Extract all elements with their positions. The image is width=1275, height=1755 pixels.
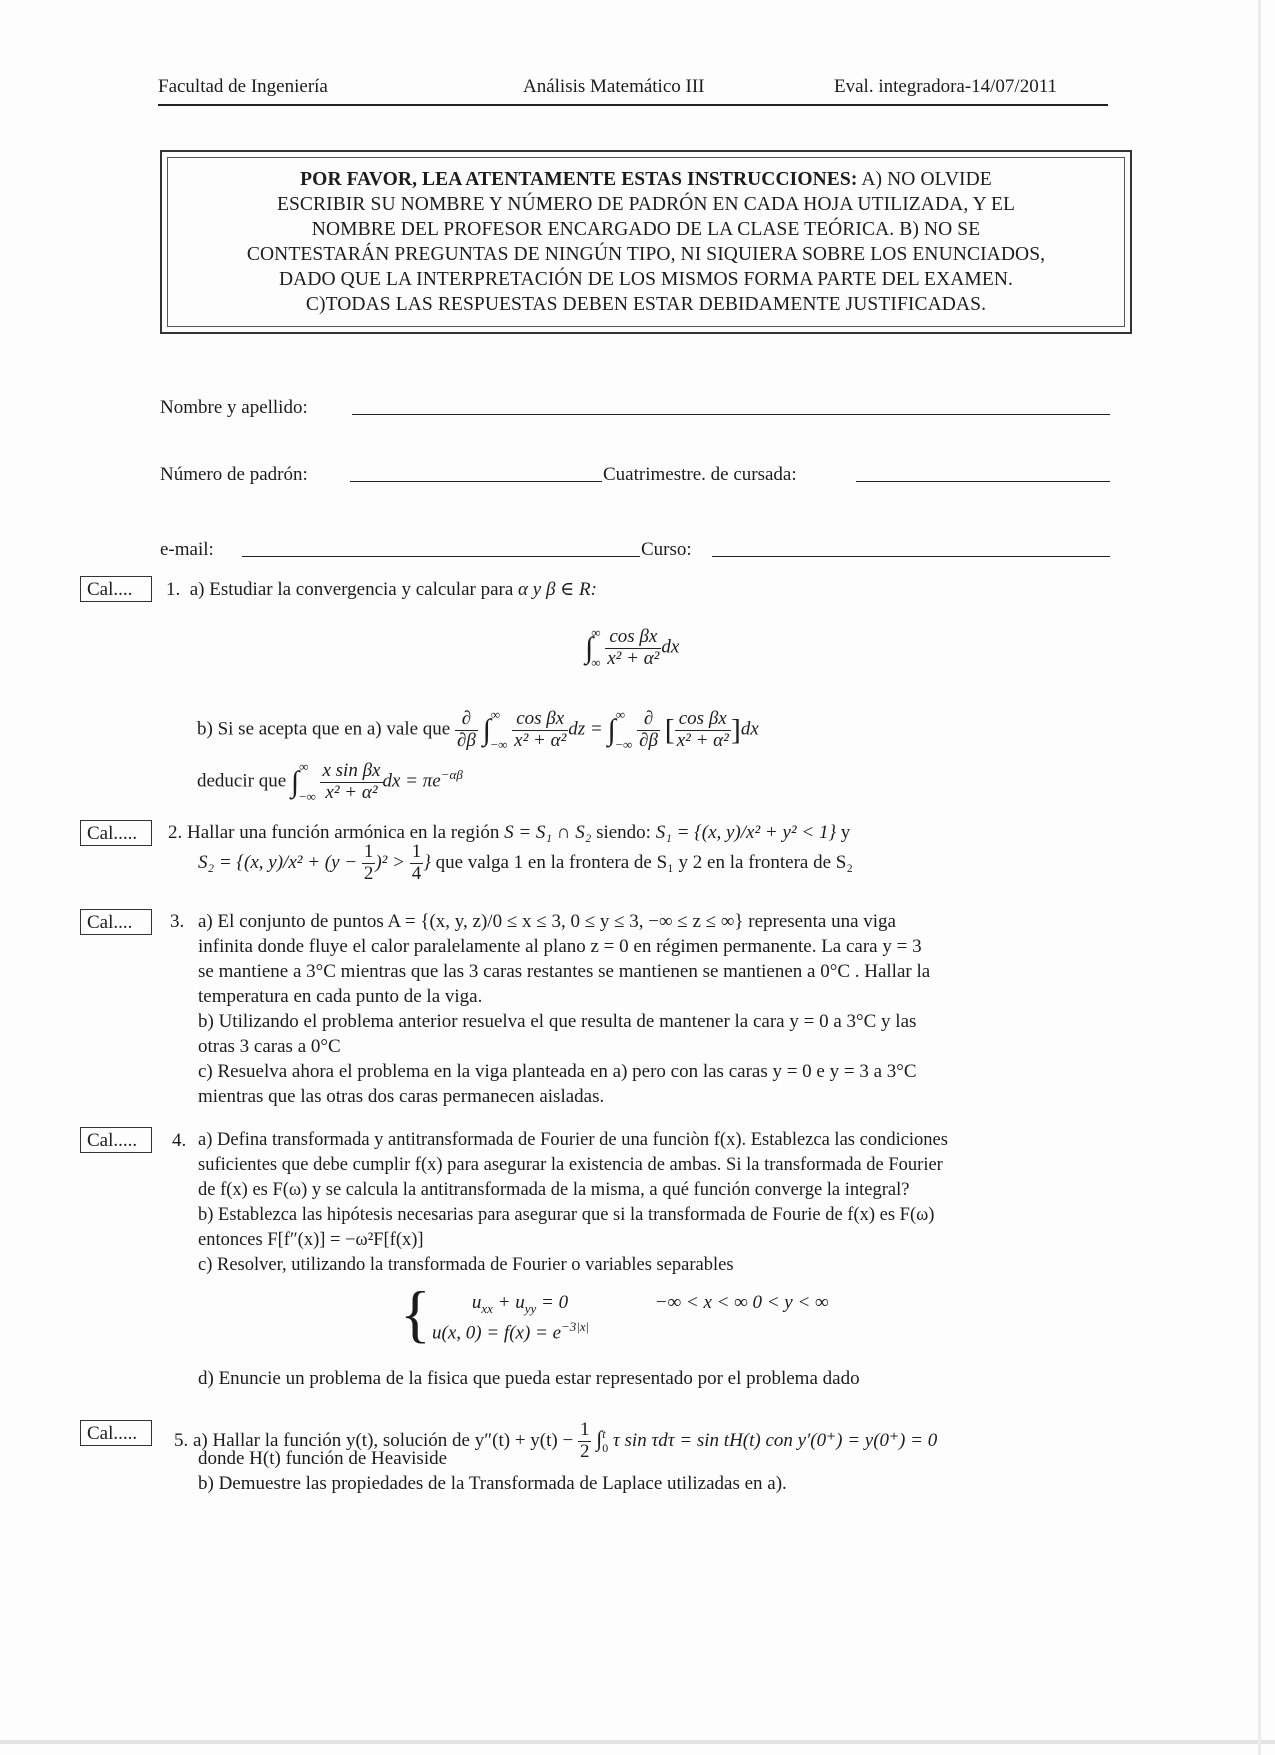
curso-label: Curso:: [641, 539, 692, 560]
question-3-number: 3.: [170, 911, 185, 932]
grade-box-2[interactable]: Cal.....: [80, 820, 152, 846]
question-3-text: a) El conjunto de puntos A = {(x, y, z)/0 ≤ x ≤ 3, 0 ≤ y ≤ 3, −∞ ≤ z ≤ ∞} representa una viga infinita donde fluye el calor paralelamente al plano z = 0 en régimen permanente. La cara y = 3 se mantiene a 3°C mientras que las 3 caras restantes se mantienen se mantienen a 0°C . Hallar la temperatura en cada punto de la viga. b) Utilizando el problema anterior resuelva el que resulta de mantener la cara y = 0 a 3°C y las otras 3 caras a 0°C c) Resuelva ahora el problema en la viga planteada en a) pero con las caras y = 0 e y = 3 a 3°C mientras que las otras dos caras permanecen aisladas.: [198, 911, 931, 1107]
question-4-d: d) Enuncie un problema de la fisica que pueda estar representado por el problema dado: [198, 1368, 860, 1389]
email-field[interactable]: [242, 556, 640, 557]
header-course: Análisis Matemático III: [523, 76, 705, 97]
scan-edge-right: [1258, 0, 1261, 1755]
cuatrimestre-field[interactable]: [856, 481, 1110, 482]
grade-box-1[interactable]: Cal....: [80, 576, 152, 602]
instructions-line-1: POR FAVOR, LEA ATENTAMENTE ESTAS INSTRUCCIONES: A) NO OLVIDE: [300, 169, 992, 190]
grade-box-4[interactable]: Cal.....: [80, 1127, 152, 1153]
instructions-line-3: NOMBRE DEL PROFESOR ENCARGADO DE LA CLASE TEÓRICA. B) NO SE: [311, 219, 981, 240]
header-institution: Facultad de Ingeniería: [158, 76, 328, 97]
grade-box-5[interactable]: Cal.....: [80, 1420, 152, 1446]
instructions-line-6: C)TODAS LAS RESPUESTAS DEBEN ESTAR DEBIDAMENTE JUSTIFICADAS.: [305, 294, 987, 315]
instructions-line-4: CONTESTARÁN PREGUNTAS DE NINGÚN TIPO, NI SIQUIERA SOBRE LOS ENUNCIADOS,: [246, 244, 1046, 265]
padron-label: Número de padrón:: [160, 464, 308, 485]
question-5-b: b) Demuestre las propiedades de la Transformada de Laplace utilizadas en a).: [198, 1473, 787, 1494]
question-2-line-2: S₂ = {(x, y)/x² + (y − $\frac{1}{2}$ )² > $\frac{1}{4}$ } que valga 1 en la frontera de S₁ y 2 en la frontera de S₂: [198, 841, 853, 884]
name-label: Nombre y apellido:: [160, 397, 308, 418]
cuatrimestre-label: Cuatrimestre. de cursada:: [603, 464, 797, 485]
page-header: [158, 76, 1108, 106]
question-1-integral: ∫ ∞ ∞ $\frac{\text{cos βx}}{\text{x² + α²}}$ dx: [585, 625, 680, 670]
instructions-line-2: ESCRIBIR SU NOMBRE Y NÚMERO DE PADRÓN EN CADA HOJA UTILIZADA, Y EL: [276, 194, 1016, 215]
question-4-text: a) Defina transformada y antitransformada de Fourier de una funciòn f(x). Establezca las condiciones suficientes que debe cumplir f(x) para asegurar la existencia de ambas. Si la transformada de Fourier de f(x) es F(ω) y se calcula la antitransformada de la misma, a qué función converge la integral? b) Establezca las hipótesis necesarias para asegurar que si la transformada de Fourie de f(x) es F(ω) entonces F[f″(x)] = −ω²F[f(x)] c) Resolver, utilizando la transformada de Fourier o variables separables: [198, 1130, 948, 1275]
email-label: e-mail:: [160, 539, 214, 560]
question-2-line-1: 2. Hallar una función armónica en la región S = S₁ ∩ S₂ siendo: S₁ = {(x, y)/x² + y² < 1} y: [168, 822, 851, 843]
instructions-box: [160, 150, 1132, 334]
question-4-number: 4.: [172, 1130, 187, 1151]
question-1-a: 1. a) Estudiar la convergencia y calcular para α y β ∈ R:: [166, 579, 597, 600]
question-1-b-deduce: deducir que ∫ ∞ −∞ $\frac{\text{x sin βx}}{\text{x² + α²}}$ dx = $\pi e^{-\alpha\beta}$: [197, 759, 463, 804]
curso-field[interactable]: [712, 556, 1110, 557]
header-exam-date: Eval. integradora-14/07/2011: [834, 76, 1058, 97]
grade-box-3[interactable]: Cal....: [80, 909, 152, 935]
padron-field[interactable]: [350, 481, 602, 482]
question-5-a-continued: donde H(t) función de Heaviside: [198, 1448, 448, 1469]
name-field[interactable]: [352, 414, 1110, 415]
instructions-line-5: DADO QUE LA INTERPRETACIÓN DE LOS MISMOS FORMA PARTE DEL EXAMEN.: [278, 269, 1014, 290]
question-5-a: 5. a) Hallar la función y(t), solución de y″(t) + y(t) − $\frac{1}{2}$ ∫ t 0 τ sin τdτ = sin tH(t) con y′(0⁺) = y(0⁺) = 0: [174, 1419, 938, 1462]
scan-edge: [0, 1740, 1275, 1744]
question-1-b: b) Si se acepta que en a) vale que $\frac{\partial}{\partial\beta}$ ∫ ∞ −∞ $\frac{\text{cos βx}}{\text{x² + α²}}$ dz = ∫ ∞ −∞ $\frac{\partial}{\partial\beta}$ [ $\frac{\text{cos βx}}{\text{x² + α²}}$ ]dx: [197, 707, 759, 752]
